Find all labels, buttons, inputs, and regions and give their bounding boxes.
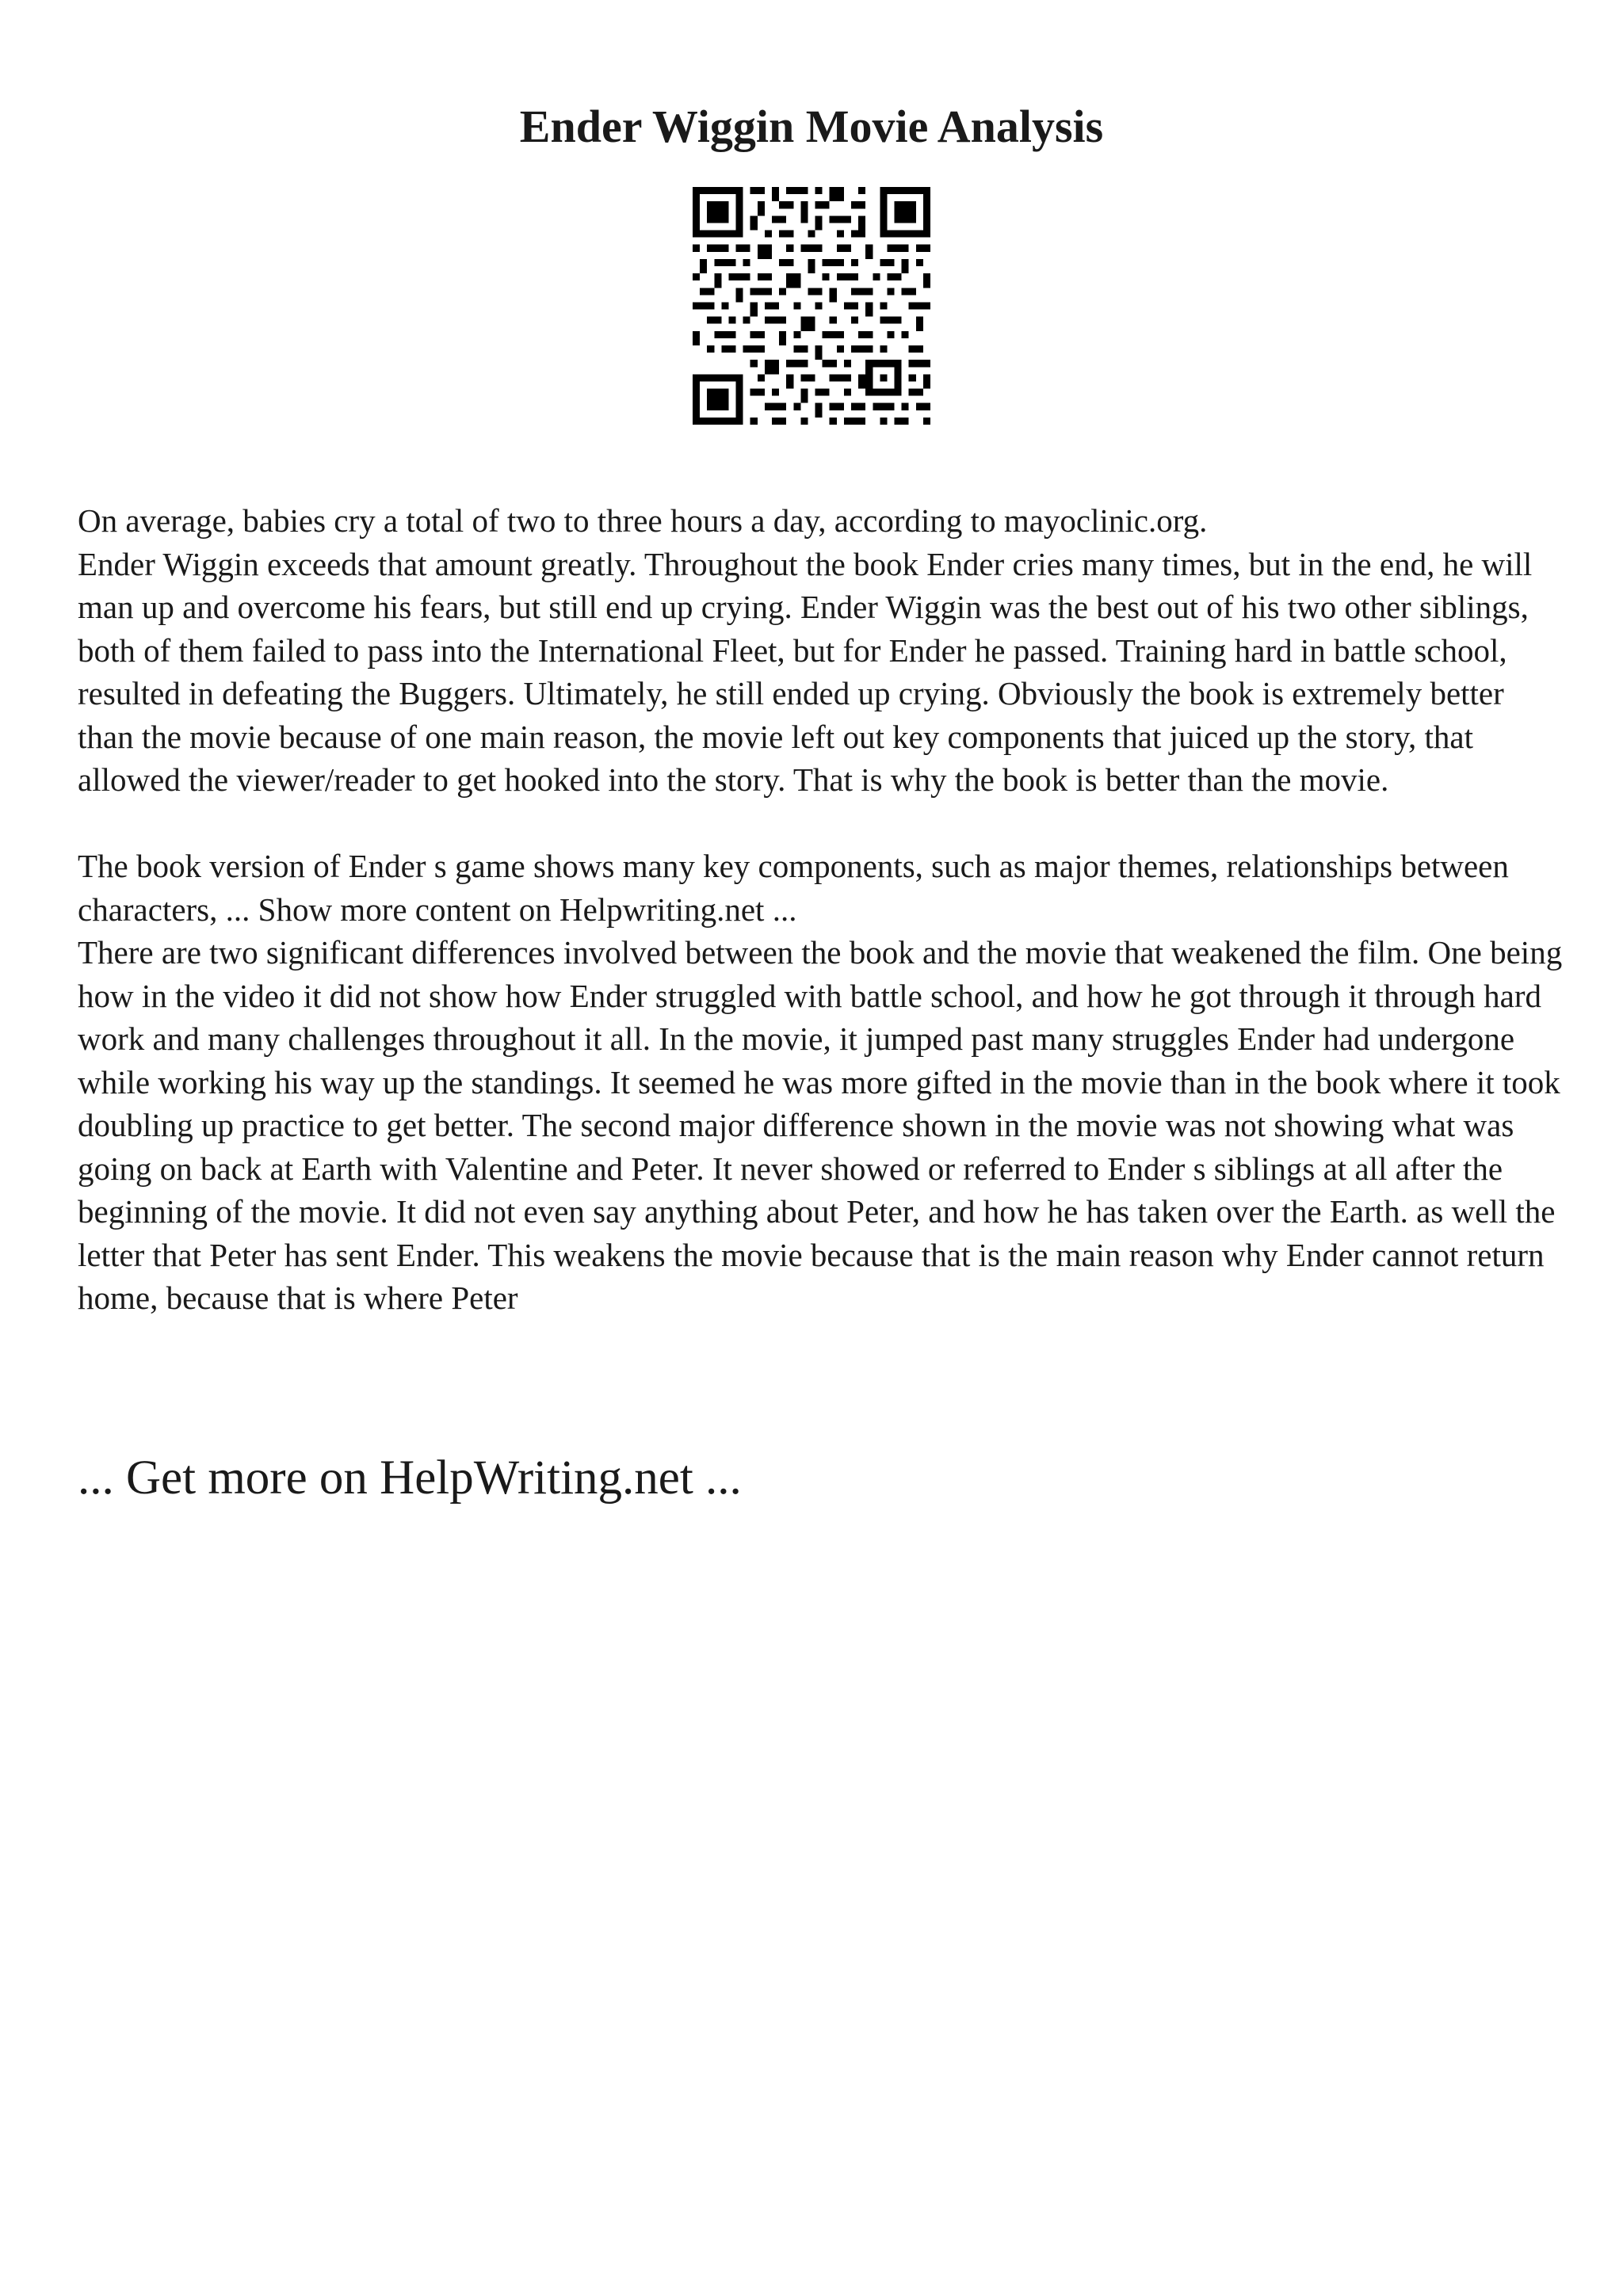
paragraph-intro: On average, babies cry a total of two to three hours a day, according to mayoclinic.org.: [78, 502, 1208, 539]
paragraph-summary: Ender Wiggin exceeds that amount greatly. Throughout the book Ender cries many times, but in the end, he will man up and overcome his fears, but still end up crying. Ender Wiggin was the best out of his two other siblings, both of them failed to pass into the International Fleet, but for Ender he passed. Training hard in battle school, resulted in defeating the Buggers. Ultimately, he still ended up crying. Obviously the book is extremely better than the movie because of one main reason, the movie left out key components that juiced up the story, that allowed the viewer/reader to get hooked into the story. That is why the book is better than the movie.: [78, 545, 1533, 798]
get-more-link[interactable]: ... Get more on HelpWriting.net ...: [78, 1451, 742, 1505]
paragraph-differences: There are two significant differences involved between the book and the movie that weakened the film. One being how in the video it did not show how Ender struggled with battle school, and how he got through it through hard work and many challenges throughout it all. In the movie, it jumped past many struggles Ender had undergone while working his way up the standings. It seemed he was more gifted in the movie than in the book where it took doubling up practice to get better. The second major difference shown in the movie was not showing what was going on back at Earth with Valentine and Peter. It never showed or referred to Ender s siblings at all after the beginning of the movie. It did not even say anything about Peter, and how he has taken over the Earth. as well the letter that Peter has sent Ender. This weakens the movie because that is the main reason why Ender cannot return home, because that is where Peter: [78, 934, 1563, 1316]
document-body: [78, 499, 1568, 1320]
page-title: Ender Wiggin Movie Analysis: [519, 101, 1104, 152]
qr-code-graphic: [693, 187, 930, 425]
qr-code: [693, 187, 930, 425]
paragraph-book-version: The book version of Ender s game shows many key components, such as major themes, relationships between characters, ... Show more content on Helpwriting.net ...: [78, 848, 1509, 928]
paragraph-spacer: [78, 802, 1568, 845]
